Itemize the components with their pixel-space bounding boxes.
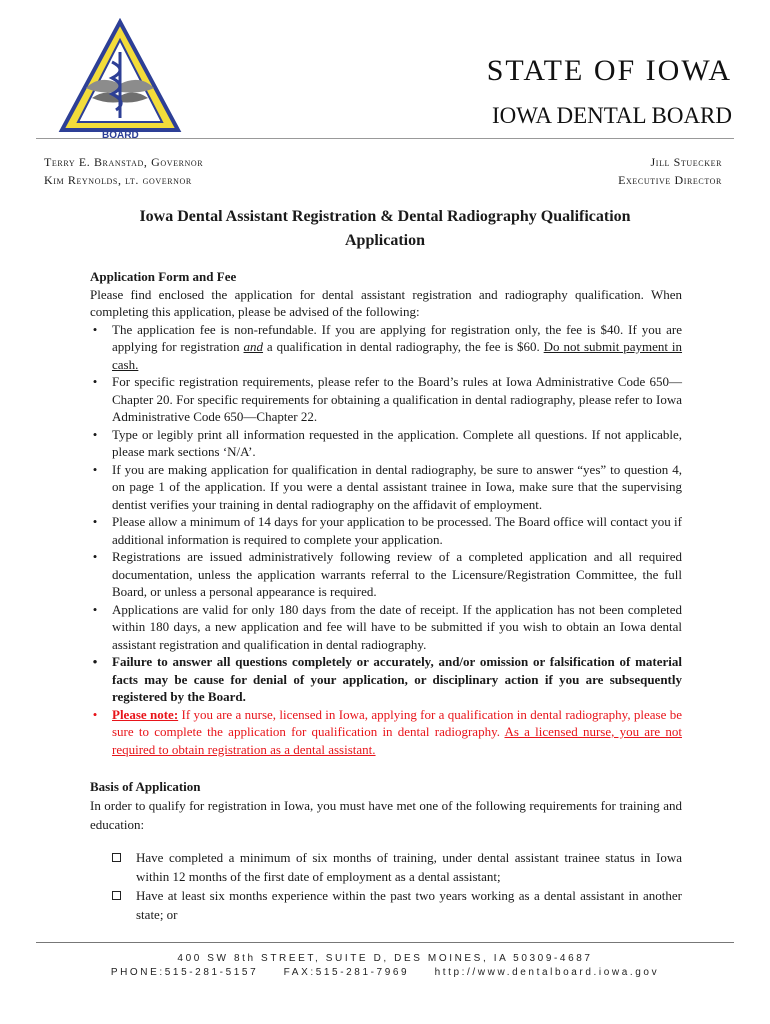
warning-text: Failure to answer all questions completely or accurately, and/or omission or falsification of material facts may be cause for denial of your application, or disciplinary action if you are subsequently registered by the Board. (112, 654, 682, 704)
logo-iowa-text: IOWA (67, 50, 90, 80)
lt-governor-name: Kim Reynolds, lt. governor (44, 173, 192, 187)
list-item: • Failure to answer all questions completely or accurately, and/or omission or falsification of material facts may be cause for denial of your application, or disciplinary action if you are subsequently registered by the Board. (92, 654, 682, 704)
list-item: • If you are making application for qualification in dental radiography, be sure to answer “yes” to question 4, on page 1 of the application. If you were a dental assistant trainee in Iowa, make sure that the supervising dentist verifies your training in dental radiography on the affidavit of employment. (92, 461, 682, 512)
footer-address: 400 SW 8th STREET, SUITE D, DES MOINES, IA 50309-4687 (177, 953, 593, 964)
iowa-dental-board-seal (56, 18, 184, 140)
fee-bullet-list (90, 321, 682, 759)
emphasis-text: and (243, 339, 264, 354)
bullet-text: Registrations are issued administratively following review of a completed application and all required documentation, unless the application warrants referral to the Licensure/Registration Committee, the full Board, or unless a personal appearance is required. (112, 549, 682, 599)
director-title: Executive Director (618, 173, 722, 187)
list-item: • Applications are valid for only 180 days from the date of receipt. If the application has not been completed within 180 days, a new application and fee will have to be submitted if you wish to obtain an Iowa dental assistant registration and qualification in dental radiography. (92, 601, 682, 652)
officials-left (44, 153, 203, 189)
header-divider (36, 138, 734, 139)
list-item: • Registrations are issued administratively following review of a completed application and all required documentation, unless the application warrants referral to the Licensure/Registration Committee, the full Board, or unless a personal appearance is required. (92, 549, 682, 599)
bullet-text: Type or legibly print all information requested in the application. Complete all questions. If not applicable, please mark sections ‘N/A’. (112, 426, 682, 459)
list-item: • For specific registration requirements, please refer to the Board’s rules at Iowa Administrative Code 650—Chapter 20. For specific requirements for obtaining a qualification in dental radiography, please refer to Iowa Administrative Code 650—Chapter 22. (92, 374, 682, 424)
fee-intro: Please find enclosed the application for dental assistant registration and radiography qualification. When completing this application, please be advised of the following: (90, 286, 682, 319)
footer-website-link[interactable]: http://www.dentalboard.iowa.gov (434, 967, 660, 978)
list-item: • Please allow a minimum of 14 days for your application to be processed. The Board office will contact you if additional information is required to complete your application. (92, 514, 682, 547)
list-item: • Please note: If you are a nurse, licensed in Iowa, applying for a qualification in dental radiography, please be sure to complete the application for qualification in dental radiography. As a licensed nurse, you are not required to obtain registration as a dental assistant. (92, 706, 682, 757)
section-heading-basis: Basis of Application (90, 779, 201, 794)
list-item: • Type or legibly print all information requested in the application. Complete all questions. If not applicable, please mark sections ‘N/A’. (92, 426, 682, 459)
footer-phone: PHONE:515-281-5157 (110, 967, 259, 978)
footer-contact (0, 967, 770, 978)
document-title-line2: Application (344, 232, 425, 249)
bullet-text: Applications are valid for only 180 days from the date of receipt. If the application has not been completed within 180 days, a new application and fee will have to be submitted if you wish to obtain an Iowa dental assistant registration and qualification in dental radiography. (112, 601, 682, 652)
underlined-text: Do not submit payment in cash. (112, 339, 683, 372)
criteria-text: Have at least six months experience within the past two years working as a dental assistant in another state; or (136, 887, 682, 922)
officials-right (618, 153, 722, 189)
director-name: Jill Stuecker (650, 155, 722, 169)
footer-divider (36, 942, 734, 943)
basis-checkbox-list (112, 848, 682, 924)
section-heading-fee: Application Form and Fee (90, 269, 237, 284)
board-title: IOWA DENTAL BOARD (491, 103, 732, 128)
note-text: If you are a nurse, licensed in Iowa, applying for a qualification in dental radiography, please be sure to complete the application for qualification in dental radiography. (112, 706, 682, 739)
note-underlined-text: As a licensed nurse, you are not required to obtain registration as a dental assistant. (112, 724, 682, 757)
document-title-line1: Iowa Dental Assistant Registration & Dental Radiography Qualification (139, 208, 631, 225)
list-item (112, 886, 682, 924)
bullet-text: For specific registration requirements, please refer to the Board’s rules at Iowa Administrative Code 650—Chapter 20. For specific requirements for obtaining a qualification in dental radiography, please refer to Iowa Administrative Code 650—Chapter 22. (112, 374, 682, 424)
list-item: • The application fee is non-refundable. If you are applying for registration only, the fee is $40. If you are applying for registration and a qualification in dental radiography, the fee is $60. Do not submit payment in cash. (92, 321, 683, 372)
checkbox-icon (112, 853, 121, 862)
bullet-text: a qualification in dental radiography, the fee is $60. (263, 339, 544, 354)
logo-board-text: BOARD (102, 130, 139, 140)
footer-fax: FAX:515-281-7969 (283, 967, 410, 978)
bullet-text: If you are making application for qualification in dental radiography, be sure to answer “yes” to question 4, on page 1 of the application. If you were a dental assistant trainee in Iowa, make sure that the supervising dentist verifies your training in dental radiography on the affidavit of employment. (112, 461, 682, 512)
list-item (112, 848, 682, 886)
governor-name: Terry E. Branstad, Governor (44, 155, 204, 169)
state-title: STATE OF IOWA (486, 54, 732, 87)
basis-intro: In order to qualify for registration in Iowa, you must have met one of the following requirements for training and education: (90, 797, 682, 832)
note-label: Please note: (112, 706, 179, 722)
document-title (100, 205, 670, 253)
document-body (90, 268, 682, 924)
criteria-text: Have completed a minimum of six months of training, under dental assistant trainee status in Iowa within 12 months of the first date of employment as a dental assistant; (136, 849, 682, 884)
bullet-text: The application fee is non-refundable. If you are applying for registration only, the fee is $40. If you are applying for registration (112, 321, 682, 354)
logo-dental-text: DENTAL (141, 36, 171, 76)
bullet-text: Please allow a minimum of 14 days for your application to be processed. The Board office will contact you if additional information is required to complete your application. (112, 514, 682, 547)
checkbox-icon (112, 891, 121, 900)
